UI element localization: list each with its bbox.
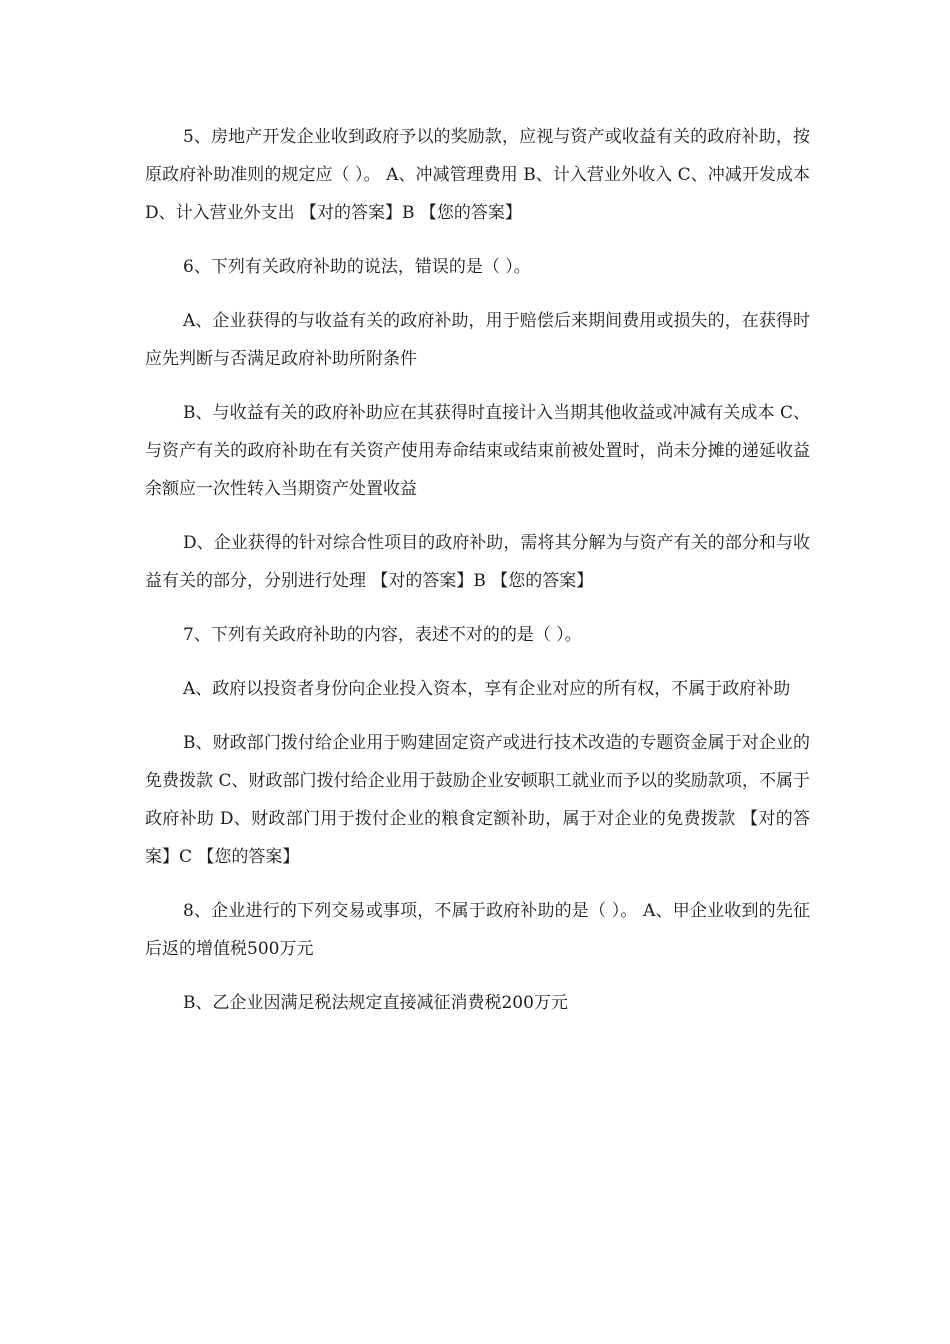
question-7-stem: 7、下列有关政府补助的内容，表述不对的的是（ ）。	[183, 625, 582, 645]
question-5-paragraph: 5、房地产开发企业收到政府予以的奖励款，应视与资产或收益有关的政府补助，按原政府补助准则的规定应（ ）。 A、冲减管理费用 B、计入营业外收入 C、冲减开发成本 D、计入营业外支出 【对的答案】B 【您的答案】	[145, 127, 810, 223]
question-6-stem: 6、下列有关政府补助的说法，错误的是（ ）。	[183, 257, 531, 277]
question-7-options-b-d-answer: B、财政部门拨付给企业用于购建固定资产或进行技术改造的专题资金属于对企业的免费拨款 C、财政部门拨付给企业用于鼓励企业安顿职工就业而予以的奖励款项，不属于政府补助 D、财政部门用于拨付企业的粮食定额补助，属于对企业的免费拨款 【对的答案】C 【您的答案】	[145, 733, 810, 867]
question-6-option-d-answer: D、企业获得的针对综合性项目的政府补助，需将其分解为与资产有关的部分和与收益有关的部分，分别进行处理 【对的答案】B 【您的答案】	[145, 533, 810, 591]
question-7-option-a: A、政府以投资者身份向企业投入资本，享有企业对应的所有权，不属于政府补助	[183, 679, 791, 699]
question-6-option-a: A、企业获得的与收益有关的政府补助，用于赔偿后来期间费用或损失的，在获得时应先判断与否满足政府补助所附条件	[145, 311, 810, 369]
question-8-option-b: B、乙企业因满足税法规定直接减征消费税200万元	[183, 993, 568, 1013]
question-8-stem-option-a: 8、企业进行的下列交易或事项，不属于政府补助的是（ ）。 A、甲企业收到的先征后返的增值税500万元	[145, 901, 810, 959]
question-6-option-b-c: B、与收益有关的政府补助应在其获得时直接计入当期其他收益或冲减有关成本 C、与资产有关的政府补助在有关资产使用寿命结束或结束前被处置时，尚未分摊的递延收益余额应一次性转入当期资产处置收益	[145, 403, 810, 499]
document-body	[145, 118, 810, 1038]
